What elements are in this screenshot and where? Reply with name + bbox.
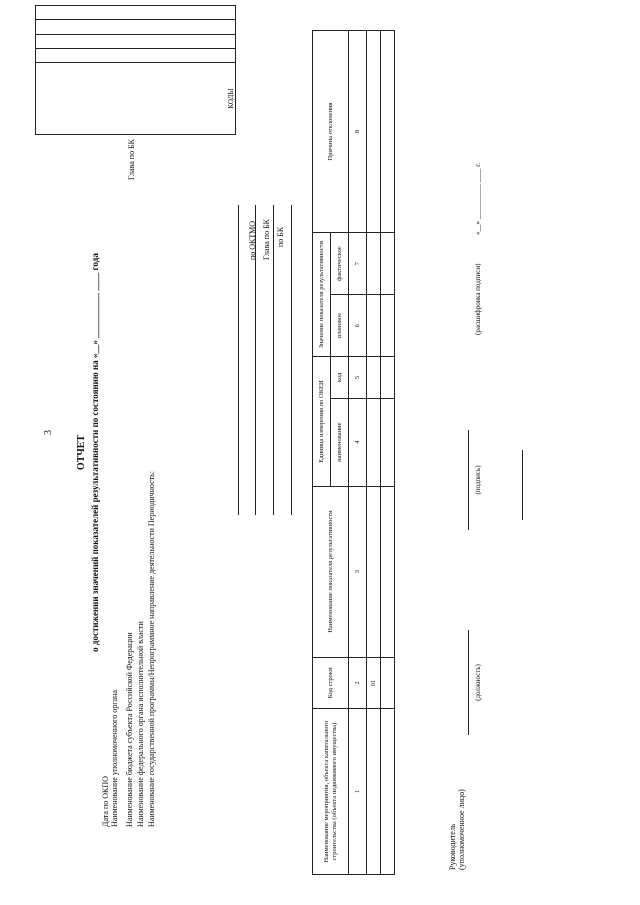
codes-glava-bk-top: Глава по БК <box>127 139 136 180</box>
th-unit: Единица измерения по ОКЕИ <box>313 357 331 486</box>
footer-line-extra <box>522 450 523 520</box>
cell-empty <box>367 486 381 657</box>
th-value: Значение показателя результативности <box>313 233 331 357</box>
cell-empty <box>381 233 395 295</box>
footer-signature-caption: (подпись) <box>474 465 482 495</box>
codes-glava-bk-label: Глава по БК <box>262 219 271 260</box>
th-indicator: Наименование показателя результативности <box>313 486 349 657</box>
header-budget: Наименование бюджета субъекта Российской Федерации <box>125 632 134 827</box>
cell-empty <box>367 295 381 357</box>
codes-po-bk-label: по БК <box>276 226 285 247</box>
report-title: ОТЧЕТ <box>76 434 87 471</box>
col-number-2: 2 <box>349 657 367 709</box>
codes-cell-2 <box>36 34 236 48</box>
codes-oktmo-label: по ОКТМО <box>248 220 257 260</box>
col-number-7: 7 <box>349 233 367 295</box>
cell-row-code: 01 <box>367 657 381 709</box>
cell-empty <box>367 31 381 233</box>
th-reason: Причина отклонения <box>313 31 349 233</box>
th-plan: плановое <box>331 295 349 357</box>
th-name: Наименование мероприятия, объекта капитального строительства (объекта недвижимого имущества) <box>313 709 349 875</box>
cell-empty <box>381 295 395 357</box>
codes-header: КОДЫ <box>36 63 236 135</box>
header-okpo-date: Дата по ОКПО <box>101 776 110 827</box>
footer-decode-caption: (расшифровка подписи) <box>474 263 482 335</box>
table-row <box>381 31 395 875</box>
fill-line-periodicity <box>291 205 292 515</box>
col-number-6: 6 <box>349 295 367 357</box>
cell-empty <box>367 357 381 398</box>
cell-empty <box>367 398 381 486</box>
th-fact: фактическое <box>331 233 349 295</box>
fill-line-program <box>273 205 274 515</box>
col-number-3: 3 <box>349 486 367 657</box>
header-authority: Наименование уполномоченного органа <box>110 690 119 827</box>
fill-line-federal <box>255 205 256 515</box>
cell-empty <box>381 709 395 875</box>
footer-head: Руководитель <box>448 823 457 870</box>
footer-head-sub: (уполномоченное лицо) <box>457 789 466 870</box>
col-number-8: 8 <box>349 31 367 233</box>
th-unit-code: код <box>331 357 349 398</box>
col-number-4: 4 <box>349 398 367 486</box>
th-unit-name: наименование <box>331 398 349 486</box>
header-program: Наименование государственной программы/Непрограммное направление деятельности Периодичность: <box>147 470 156 827</box>
cell-empty <box>381 657 395 709</box>
cell-empty <box>381 357 395 398</box>
footer-line-signature <box>468 430 469 530</box>
cell-empty <box>381 398 395 486</box>
codes-cell-1 <box>36 48 236 62</box>
codes-box <box>35 5 236 135</box>
cell-empty <box>381 486 395 657</box>
footer-line-position <box>468 630 469 735</box>
report-subtitle: о достижении значений показателей результативности по состоянию на «__» __________ ____ года <box>90 253 100 652</box>
footer-date: «__» __________ ____ г. <box>474 162 482 235</box>
codes-cell-3 <box>36 20 236 34</box>
fill-line-budget <box>238 205 239 515</box>
codes-cell-4 <box>36 6 236 20</box>
col-number-5: 5 <box>349 357 367 398</box>
table-row <box>349 31 367 875</box>
page-number: 3 <box>43 430 54 435</box>
col-number-1: 1 <box>349 709 367 875</box>
indicators-table <box>312 30 395 875</box>
cell-empty <box>367 233 381 295</box>
footer-position-caption: (должность) <box>474 664 482 701</box>
th-code: Код строки <box>313 657 349 709</box>
header-federal-body: Наименование федерального органа исполнительной власти <box>136 621 145 827</box>
table-row <box>367 31 381 875</box>
cell-empty <box>367 709 381 875</box>
cell-empty <box>381 31 395 233</box>
